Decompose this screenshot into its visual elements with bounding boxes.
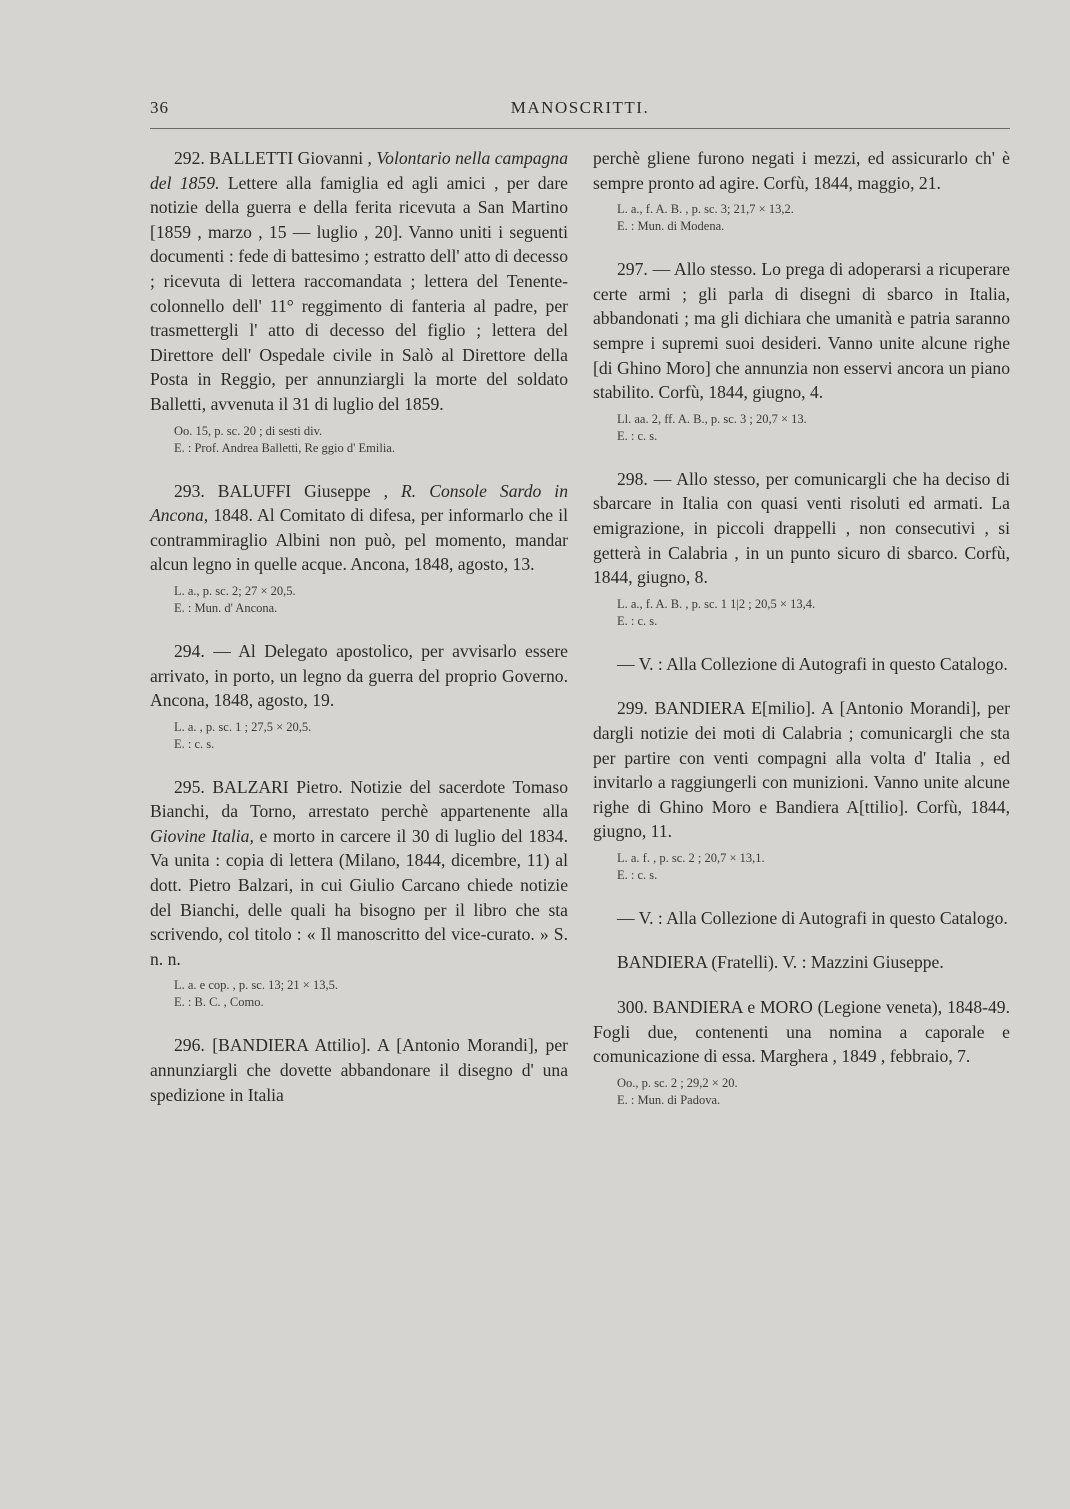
entry-text: 294. — Al Delegato apostolico, per avvisarlo essere arrivato, in porto, un legno da guerra del proprio Governo. Ancona, 1848, agosto, 19. [150, 640, 568, 711]
entry-292 [150, 146, 568, 457]
cross-reference: BANDIERA (Fratelli). V. : Mazzini Giuseppe. [617, 952, 944, 973]
entry-text: 295. BALZARI Pietro. Notizie del sacerdote Tomaso Bianchi, da Torno, arrestato perchè appartenente alla Giovine Italia, e morto in carcere il 30 di luglio del 1834. Va unita : copia di lettera (Milano, 1844, dicembre, 11) al dott. Pietro Balzari, in cui Giulio Carcano chiede notizie del Bianchi, delle quali ha bisogno per il libro che sta scrivendo, col titolo : « Il manoscritto del vice-curato. » S. n. n. [150, 776, 568, 969]
entry-299 [593, 696, 1010, 884]
entry-296-continued [593, 146, 1010, 235]
running-title: MANOSCRITTI. [510, 98, 650, 117]
entry-meta: L. a., f. A. B. , p. sc. 1 1|2 ; 20,5 × 13,4. E. : c. s. [617, 596, 816, 628]
entry-298 [593, 467, 1010, 630]
entry-text: 293. BALUFFI Giuseppe , R. Console Sardo in Ancona, 1848. Al Comitato di difesa, per informarlo che il contrammiraglio Albini non può, pel momento, mandar alcun legno in quelle acque. Ancona, 1848, agosto, 13. [150, 480, 568, 575]
entry-296 [150, 1033, 568, 1107]
entry-text: perchè gliene furono negati i mezzi, ed assicurarlo ch' è sempre pronto ad agire. Corfù, 1844, maggio, 21. [593, 148, 1010, 193]
entry-meta: L. a. f. , p. sc. 2 ; 20,7 × 13,1. E. : c. s. [617, 850, 765, 882]
entry-meta: L. a., p. sc. 2; 27 × 20,5. E. : Mun. d' Ancona. [174, 583, 296, 615]
page-header [150, 98, 1010, 124]
left-column [150, 146, 568, 1129]
entry-meta: L. a., f. A. B. , p. sc. 3; 21,7 × 13,2. E. : Mun. di Modena. [617, 202, 794, 234]
entry-meta: L. a. e cop. , p. sc. 13; 21 × 13,5. E. : B. C. , Como. [174, 978, 338, 1010]
page-number: 36 [150, 98, 169, 117]
cross-reference: — V. : Alla Collezione di Autografi in questo Catalogo. [617, 907, 1008, 928]
entry-297 [593, 257, 1010, 445]
cross-reference: — V. : Alla Collezione di Autografi in questo Catalogo. [617, 653, 1008, 674]
entry-294 [150, 639, 568, 753]
entry-text: 297. — Allo stesso. Lo prega di adoperarsi a ricuperare certe armi ; gli parla di disegni di sbarco in Italia, abbandonati ; ma gli dichiara che umanità e patria saranno sempre i supremi suoi desideri. Vanno unite alcune righe [di Ghino Moro] che annunzia non esservi ancora un piano stabilito. Corfù, 1844, giugno, 4. [593, 259, 1010, 403]
entry-text: 296. [BANDIERA Attilio]. A [Antonio Morandi], per annunziargli che dovette abbandonare il disegno d' una spedizione in Italia [150, 1035, 568, 1105]
entry-text: 298. — Allo stesso, per comunicargli che ha deciso di sbarcare in Italia con quasi venti risoluti ed armati. La emigrazione, in piccoli drappelli , non consecutivi , si getterà in Calabria , in un punto sicuro di sbarco. Corfù, 1844, giugno, 8. [593, 468, 1010, 588]
header-rule [150, 128, 1010, 129]
entry-text: 292. BALLETTI Giovanni , Volontario nella campagna del 1859. Lettere alla famiglia ed agli amici , per dare notizie della guerra e della ferita ricevuta a San Martino [1859 , marzo , 15 — luglio , 20]. Vanno uniti i seguenti documenti : fede di battesimo ; estratto dell' atto di decesso ; ricevuta di lettera raccomandata ; lettera del Tenente-colonnello dell' 11° reggimento di fanteria al padre, per trasmettergli l' atto di decesso del figlio ; lettera del Direttore dell' Ospedale civile in Salò al Direttore della Posta in Reggio, per annunziargli la morte del soldato Balletti, avvenuta il 31 di luglio del 1859. [150, 148, 568, 414]
right-column [593, 146, 1010, 1131]
entry-meta: Oo. 15, p. sc. 20 ; di sesti div. E. : Prof. Andrea Balletti, Re ggio d' Emilia. [174, 423, 395, 455]
entry-meta: L. a. , p. sc. 1 ; 27,5 × 20,5. E. : c. s. [174, 719, 312, 751]
entry-meta: Oo., p. sc. 2 ; 29,2 × 20. E. : Mun. di Padova. [617, 1075, 738, 1107]
entry-300 [593, 995, 1010, 1109]
entry-295 [150, 775, 568, 1012]
entry-text: 299. BANDIERA E[milio]. A [Antonio Morandi], per dargli notizie dei moti di Calabria ; comunicargli che sta per partire con venti compagni alla volta d' Italia , ed invitarlo a raggiungerli con munizioni. Vanno unite alcune righe di Ghino Moro e Bandiera A[ttilio]. Corfù, 1844, giugno, 11. [593, 698, 1010, 842]
entry-293 [150, 479, 568, 617]
entry-meta: Ll. aa. 2, ff. A. B., p. sc. 3 ; 20,7 × 13. E. : c. s. [617, 411, 807, 443]
entry-text: 300. BANDIERA e MORO (Legione veneta), 1848-49. Fogli due, contenenti una nomina a caporale e comunicazione di essa. Marghera , 1849 , febbraio, 7. [593, 997, 1010, 1067]
